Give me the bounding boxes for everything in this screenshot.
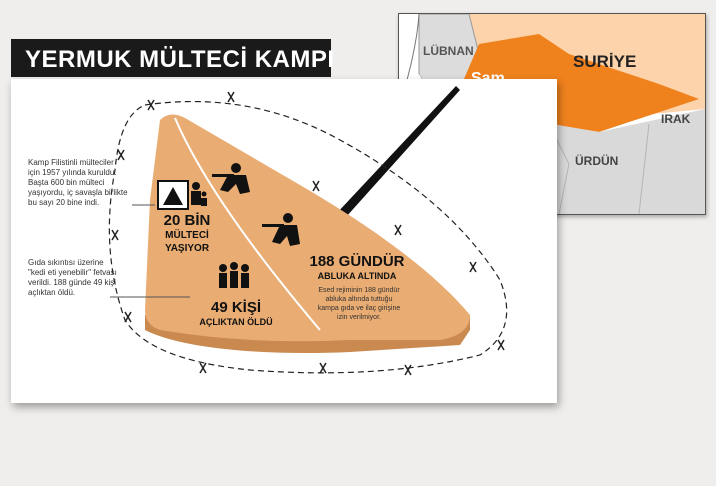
stat-siege-desc (304, 286, 414, 322)
map-pointer (336, 86, 460, 217)
note-line: Başta 600 bin mülteci (28, 178, 105, 187)
stat-refugees-label2: YAŞIYOR (164, 243, 210, 254)
tent-icon (158, 181, 188, 209)
stat-refugees (152, 213, 222, 255)
note-line: Esed rejiminin 188 gündür (318, 287, 400, 294)
note-line: açlıktan öldü. (28, 288, 76, 297)
note-line: Gıda sıkıntısı üzerine (28, 258, 104, 267)
note-founding (28, 158, 143, 208)
map-label-jordan: ÜRDÜN (575, 154, 619, 168)
people-icon (219, 262, 249, 288)
note-line: "kedi eti yenebilir" fetvası (28, 268, 117, 277)
stat-siege-label: ABLUKA ALTINDA (317, 271, 397, 281)
note-line: abluka altında tuttuğu (325, 296, 393, 303)
map-label-syria: SURİYE (573, 52, 637, 71)
note-line: Kamp Filistinli mülteciler (28, 158, 114, 167)
note-line: verildi. 188 günde 49 kişi (28, 278, 117, 287)
page-title: YERMUK MÜLTECİ KAMPI (25, 46, 335, 73)
map-label-iraq: IRAK (661, 112, 691, 126)
note-line: yaşıyordu, iç savaşla birlikte (28, 188, 128, 197)
map-label-lebanon: LÜBNAN (423, 44, 474, 58)
note-line: izin verilmiyor. (337, 314, 381, 321)
note-line: bu sayı 20 bine indi. (28, 198, 100, 207)
note-line: kampa gıda ve ilaç girişine (317, 305, 401, 312)
stat-deaths (186, 300, 286, 329)
stat-refugees-label: MÜLTECİ (165, 230, 209, 241)
stat-deaths-label: AÇLIKTAN ÖLDÜ (199, 317, 273, 327)
stat-deaths-value: 49 KİŞİ (210, 299, 262, 316)
stat-refugees-value: 20 BİN (163, 212, 211, 229)
note-line: için 1957 yılında kuruldu. (28, 168, 117, 177)
stat-siege (292, 254, 422, 283)
note-fatwa (28, 258, 143, 298)
stat-siege-value: 188 GÜNDÜR (309, 253, 405, 270)
